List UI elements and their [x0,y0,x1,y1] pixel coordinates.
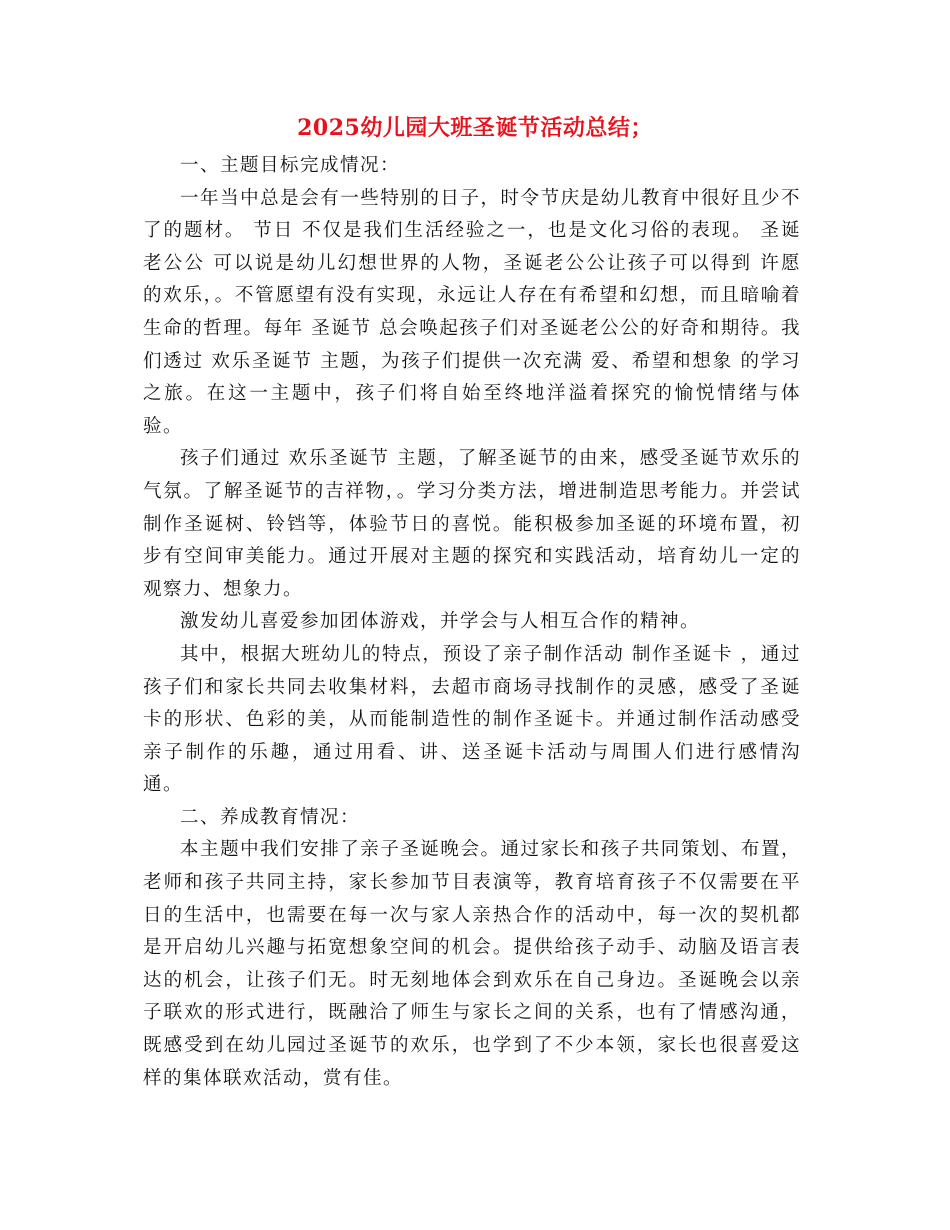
section-heading-2: 二、养成教育情况： [180,806,361,828]
document-title: 2025幼儿园大班圣诞节活动总结； [297,115,653,141]
paragraph: 本主题中我们安排了亲子圣诞晚会。通过家长和孩子共同策划、布置，老师和孩子共同主持，家长参加节目表演等，教育培育孩子不仅需要在平日的生活中，也需要在每一次与家人亲热合作的活动中，每一次的契机都是开启幼儿兴趣与拓宽想象空间的机会。提供给孩子动手、动脑及语言表达的机会，让孩子们无。时无刻地体会到欢乐在自己身边。圣诞晚会以亲子联欢的形式进行，既融洽了师生与家长之间的关系，也有了情感沟通，既感受到在幼儿园过圣诞节的欢乐，也学到了不少本领，家长也很喜爱这样的集体联欢活动，赏有佳。 [143,839,801,1089]
paragraph: 一年当中总是会有一些特别的日子，时令节庆是幼儿教育中很好且少不了的题材。 节日 不仅是我们生活经验之一，也是文化习俗的表现。 圣诞老公公 可以说是幼儿幻想世界的人物，圣诞老公公让孩子可以得到 许愿 的欢乐，。不管愿望有没有实现，永远让人存在有希望和幻想，而且暗喻着生命的哲理。每年 圣诞节 总会唤起孩子们对圣诞老公公的好奇和期待。我们透过 欢乐圣诞节 主题，为孩子们提供一次充满 爱、希望和想象 的学习之旅。在这一主题中，孩子们将自始至终地洋溢着探究的愉悦情绪与体验。 [143,187,801,437]
document-body [143,150,801,1095]
section-heading-1: 一、主题目标完成情况： [180,155,401,176]
paragraph: 其中，根据大班幼儿的特点，预设了亲子制作活动 制作圣诞卡 ，通过孩子们和家长共同去收集材料，去超市商场寻找制作的灵感，感受了圣诞卡的形状、色彩的美，从而能制造性的制作圣诞卡。并通过制作活动感受亲子制作的乐趣，通过用看、讲、送圣诞卡活动与周围人们进行感情沟通。 [143,643,801,796]
paragraph: 孩子们通过 欢乐圣诞节 主题，了解圣诞节的由来，感受圣诞节欢乐的气氛。了解圣诞节的吉祥物，。学习分类方法，增进制造思考能力。并尝试制作圣诞树、铃铛等，体验节日的喜悦。能积极参加圣诞的环境布置，初步有空间审美能力。通过开展对主题的探究和实践活动，培育幼儿一定的观察力、想象力。 [143,448,801,600]
paragraph: 激发幼儿喜爱参加团体游戏，并学会与人相互合作的精神。 [180,611,701,633]
